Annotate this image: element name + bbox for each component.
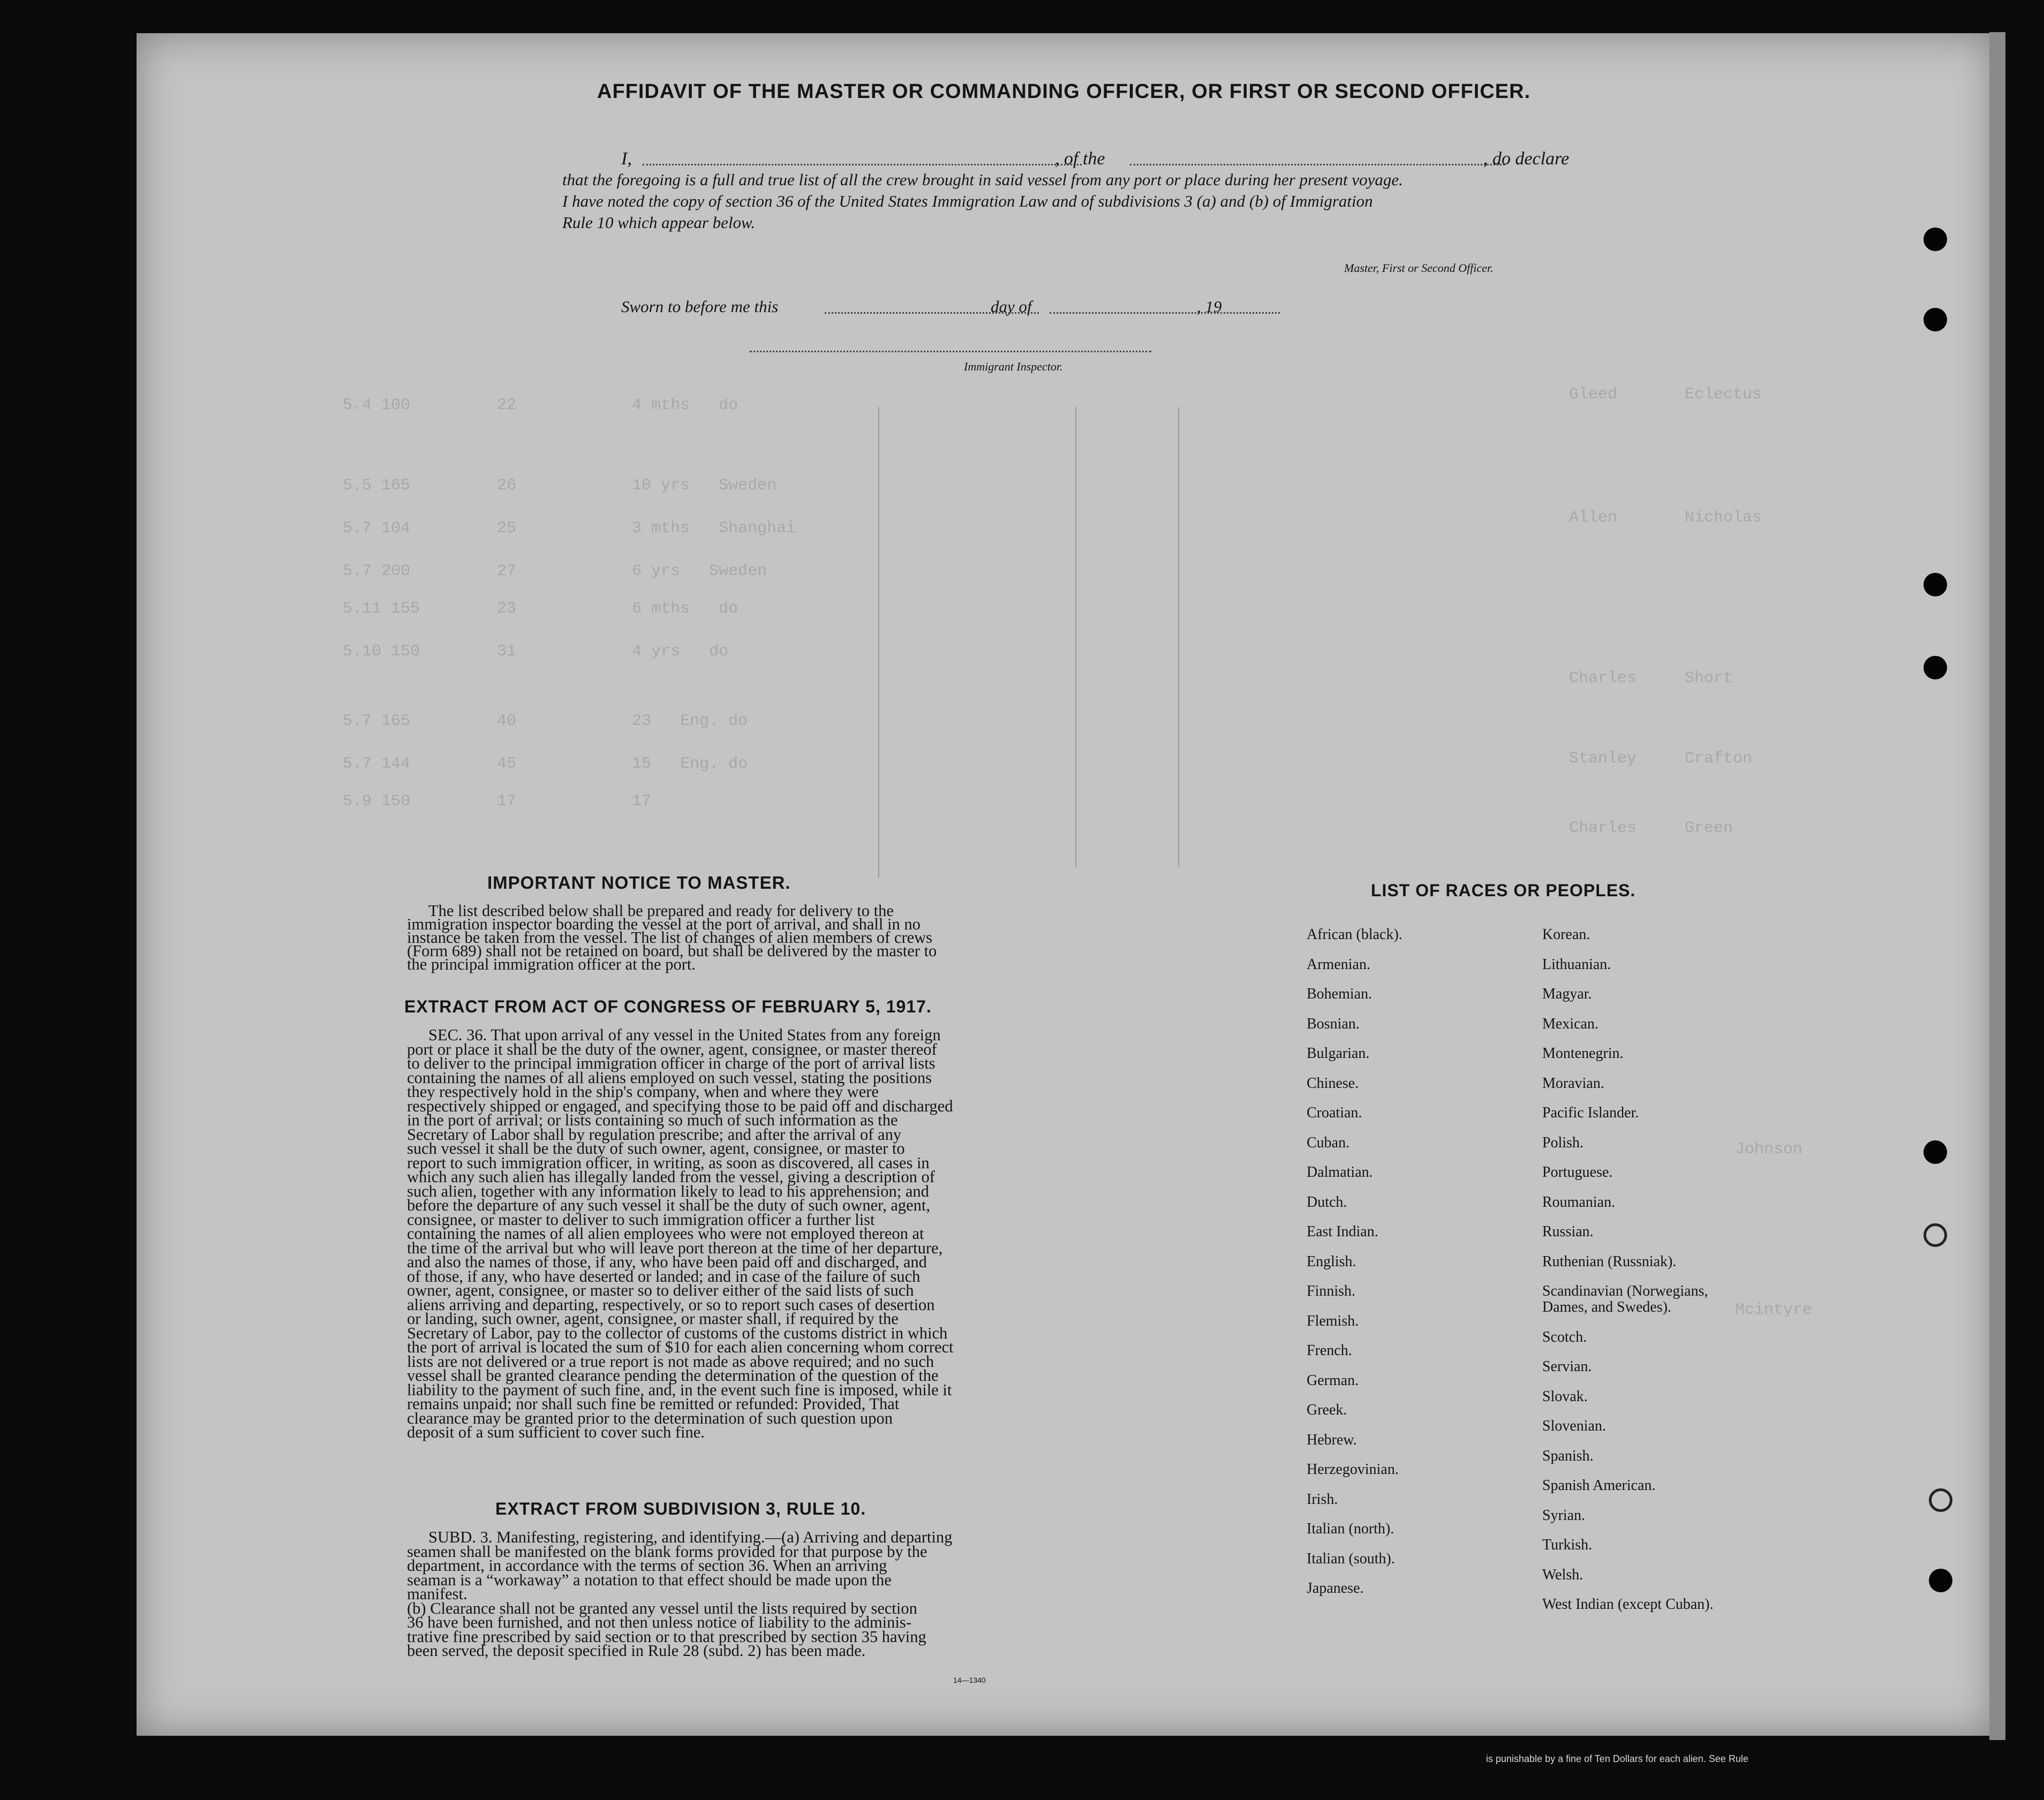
paragraph-line: liability to the payment of such fine, and, in the event such fine is imposed, while it bbox=[407, 1380, 952, 1399]
paragraph-line: clearance may be granted prior to the determination of such question upon bbox=[407, 1409, 893, 1427]
race-item: Bosnian. bbox=[1307, 1015, 1360, 1032]
paragraph-line: (b) Clearance shall not be granted any vessel until the lists required by section bbox=[407, 1599, 917, 1617]
affidavit-line2: that the foregoing is a full and true list of all the crew brought in said vessel from any port or place during her present voyage. bbox=[562, 170, 1403, 189]
race-item: Lithuanian. bbox=[1542, 956, 1611, 973]
race-item: Bohemian. bbox=[1307, 986, 1372, 1002]
sworn-text: Sworn to before me this bbox=[621, 297, 779, 316]
extract-rule-body bbox=[407, 1530, 1015, 1658]
race-item: Herzegovinian. bbox=[1307, 1461, 1399, 1478]
paragraph-line: consignee, or master to deliver to such immigration officer a further list bbox=[407, 1210, 875, 1229]
race-item: Armenian. bbox=[1307, 956, 1370, 973]
bleed-through-text: Mcintyre bbox=[1735, 1301, 1813, 1319]
paragraph-line: lists are not delivered or a true report is not made as above required; and no such bbox=[407, 1352, 934, 1371]
notice-body bbox=[407, 904, 1015, 971]
paragraph-line: Secretary of Labor, pay to the collector of customs of the customs district in which bbox=[407, 1323, 948, 1342]
extract-act-body bbox=[407, 1028, 1015, 1440]
paragraph-line: before the departure of any such vessel it shall be the duty of such owner, agent, bbox=[407, 1196, 930, 1214]
paragraph-line: respectively shipped or engaged, and specifying those to be paid off and discharged bbox=[407, 1096, 953, 1115]
paragraph-line: to deliver to the principal immigration officer in charge of the port of arrival lists bbox=[407, 1054, 936, 1072]
master-signature-label: Master, First or Second Officer. bbox=[1344, 261, 1494, 275]
paragraph-line: in the port of arrival; or lists containing so much of such information as the bbox=[407, 1111, 898, 1129]
paragraph-line: seamen shall be manifested on the blank forms provided for that purpose by the bbox=[407, 1542, 927, 1561]
paragraph-line: or landing, such owner, agent, consignee, or master shall, if required by the bbox=[407, 1310, 899, 1328]
notice-title: IMPORTANT NOTICE TO MASTER. bbox=[487, 873, 791, 893]
race-item: Cuban. bbox=[1307, 1134, 1350, 1151]
race-item: Russian. bbox=[1542, 1223, 1594, 1240]
bleed-through-text: 5.11 155 23 6 mths do bbox=[343, 600, 738, 618]
bleed-through-text: 5.4 100 22 4 mths do bbox=[343, 396, 738, 414]
affidavit-i: I, bbox=[621, 149, 632, 169]
race-item: Moravian. bbox=[1542, 1075, 1604, 1092]
race-item: West Indian (except Cuban). bbox=[1542, 1596, 1714, 1613]
bleed-through-text: 5.5 165 26 10 yrs Sweden bbox=[343, 477, 777, 495]
paragraph-line: of those, if any, who have deserted or landed; and in case of the failure of such bbox=[407, 1267, 921, 1285]
extract-act-title: EXTRACT FROM ACT OF CONGRESS OF FEBRUARY 5, 1917. bbox=[404, 997, 932, 1016]
sworn-line bbox=[621, 297, 1264, 319]
race-item: Italian (south). bbox=[1307, 1550, 1395, 1567]
races-title: LIST OF RACES OR PEOPLES. bbox=[1371, 881, 1636, 900]
form-number: 14—1340 bbox=[953, 1676, 986, 1684]
extract-rule-title: EXTRACT FROM SUBDIVISION 3, RULE 10. bbox=[495, 1499, 866, 1518]
race-item: Scandinavian (Norwegians, bbox=[1542, 1283, 1708, 1299]
paragraph-line: and also the names of those, if any, who have been paid off and discharged, and bbox=[407, 1253, 927, 1271]
paragraph-line: The list described below shall be prepared and ready for delivery to the bbox=[428, 902, 894, 920]
race-item: Flemish. bbox=[1307, 1312, 1359, 1329]
race-item: Roumanian. bbox=[1542, 1193, 1616, 1211]
race-item: Croatian. bbox=[1307, 1105, 1362, 1121]
binder-hole bbox=[1924, 228, 1947, 251]
paragraph-line: instance be taken from the vessel. The list of changes of alien members of crews bbox=[407, 928, 933, 947]
page-edge bbox=[1989, 32, 2005, 1740]
bleed-through-text: 5.9 150 17 17 bbox=[343, 792, 652, 811]
race-item: Slovenian. bbox=[1542, 1418, 1606, 1434]
bleed-through-text: 5.7 144 45 15 Eng. do bbox=[343, 755, 748, 773]
race-item: French. bbox=[1307, 1342, 1352, 1359]
bleed-through-text: Stanley Crafton bbox=[1569, 750, 1753, 768]
paragraph-line: the principal immigration officer at the port. bbox=[407, 955, 696, 973]
month-blank bbox=[1050, 312, 1280, 314]
race-item: Ruthenian (Russniak). bbox=[1542, 1253, 1677, 1270]
vessel-blank bbox=[1130, 164, 1505, 165]
paragraph-line: SEC. 36. That upon arrival of any vessel in the United States from any foreign bbox=[428, 1026, 941, 1044]
paragraph-line: such vessel it shall be the duty of such owner, agent, consignee, or master to bbox=[407, 1139, 905, 1158]
affidavit-of-the: , of the bbox=[1055, 149, 1105, 169]
race-item: Dames, and Swedes). bbox=[1542, 1299, 1672, 1315]
bleed-through-text: 5.7 200 27 6 yrs Sweden bbox=[343, 562, 767, 580]
inspector-signature-line bbox=[750, 351, 1151, 352]
year-text: , 19 bbox=[1197, 297, 1222, 316]
paragraph-line: the port of arrival is located the sum of $10 for each alien concerning whom correct bbox=[407, 1338, 954, 1356]
document-page bbox=[137, 33, 1995, 1736]
bleed-through-text: Charles Short bbox=[1569, 669, 1733, 687]
affidavit-line3: I have noted the copy of section 36 of the United States Immigration Law and of subdivisions 3 (a) and (b) of Immigration bbox=[562, 192, 1373, 210]
race-item: Magyar. bbox=[1542, 986, 1592, 1002]
paragraph-line: they respectively hold in the ship's company, when and where they were bbox=[407, 1083, 879, 1101]
race-item: Turkish. bbox=[1542, 1537, 1593, 1553]
race-item: Greek. bbox=[1307, 1402, 1347, 1418]
binder-hole bbox=[1924, 573, 1947, 596]
bleed-through-text: Johnson bbox=[1735, 1140, 1803, 1159]
paragraph-line: which any such alien has illegally landed from the vessel, giving a description of bbox=[407, 1168, 935, 1186]
race-item: African (black). bbox=[1307, 926, 1402, 943]
affidavit-line1 bbox=[562, 149, 1580, 170]
race-item: Portuguese. bbox=[1542, 1164, 1613, 1181]
paragraph-line: manifest. bbox=[407, 1585, 467, 1603]
race-item: Spanish American. bbox=[1542, 1477, 1656, 1494]
binder-hole bbox=[1929, 1569, 1952, 1592]
paragraph-line: containing the names of all alien employees who were not employed thereon at bbox=[407, 1224, 924, 1243]
paragraph-line: Secretary of Labor shall by regulation prescribe; and after the arrival of any bbox=[407, 1125, 902, 1144]
race-item: Spanish. bbox=[1542, 1447, 1594, 1464]
race-item: Syrian. bbox=[1542, 1507, 1586, 1524]
paragraph-line: owner, agent, consignee, or master so to deliver either of the said lists of such bbox=[407, 1281, 914, 1299]
paragraph-line: (Form 689) shall not be retained on board, but shall be delivered by the master to bbox=[407, 942, 937, 960]
binder-hole bbox=[1924, 1223, 1947, 1247]
race-item: English. bbox=[1307, 1253, 1356, 1270]
race-item: German. bbox=[1307, 1372, 1359, 1389]
race-item: Montenegrin. bbox=[1542, 1045, 1624, 1062]
affidavit-title: AFFIDAVIT OF THE MASTER OR COMMANDING OFFICER, OR FIRST OR SECOND OFFICER. bbox=[597, 80, 1531, 103]
paragraph-line: report to such immigration officer, in writing, as soon as discovered, all cases in bbox=[407, 1153, 930, 1172]
race-item: Chinese. bbox=[1307, 1075, 1359, 1092]
paragraph-line: SUBD. 3. Manifesting, registering, and identifying.—(a) Arriving and departing bbox=[428, 1528, 953, 1546]
bleed-through-text: Gleed Eclectus bbox=[1569, 385, 1762, 404]
column-rule bbox=[878, 407, 879, 878]
race-item: Finnish. bbox=[1307, 1283, 1356, 1299]
affidavit-line4: Rule 10 which appear below. bbox=[562, 213, 756, 232]
bleed-through-text: 5.7 104 25 3 mths Shanghai bbox=[343, 519, 796, 538]
inspector-label: Immigrant Inspector. bbox=[964, 360, 1063, 373]
race-item: Hebrew. bbox=[1307, 1431, 1357, 1448]
race-item: Dalmatian. bbox=[1307, 1164, 1373, 1181]
paragraph-line: deposit of a sum sufficient to cover such fine. bbox=[407, 1423, 705, 1441]
binder-hole bbox=[1924, 656, 1947, 679]
race-item: Bulgarian. bbox=[1307, 1045, 1370, 1062]
race-item: Polish. bbox=[1542, 1134, 1584, 1151]
paragraph-line: trative fine prescribed by said section or to that prescribed by section 35 having bbox=[407, 1627, 926, 1646]
paragraph-line: containing the names of all aliens employed on such vessel, stating the positions bbox=[407, 1068, 932, 1087]
paragraph-line: immigration inspector boarding the vessel at the port of arrival, and shall in no bbox=[407, 915, 921, 933]
column-rule bbox=[1178, 407, 1179, 867]
binder-hole bbox=[1924, 1140, 1947, 1164]
race-item: East Indian. bbox=[1307, 1223, 1378, 1240]
paragraph-line: 36 have been furnished, and not then unless notice of liability to the adminis- bbox=[407, 1613, 911, 1631]
paragraph-line: aliens arriving and departing, respectively, or so to report such cases of desertion bbox=[407, 1295, 935, 1314]
paragraph-line: vessel shall be granted clearance pending the determination of the question of the bbox=[407, 1366, 939, 1385]
paragraph-line: been served, the deposit specified in Rule 28 (subd. 2) has been made. bbox=[407, 1642, 866, 1660]
paragraph-line: port or place it shall be the duty of the owner, agent, consignee, or master thereof bbox=[407, 1040, 937, 1058]
bleed-through-text: 5.10 150 31 4 yrs do bbox=[343, 642, 729, 661]
race-item: Korean. bbox=[1542, 926, 1590, 943]
paragraph-line: such alien, together with any information likely to lead to his apprehension; and bbox=[407, 1182, 929, 1200]
race-item: Welsh. bbox=[1542, 1566, 1583, 1583]
race-item: Mexican. bbox=[1542, 1015, 1598, 1032]
bleed-through-text: Charles Green bbox=[1569, 819, 1733, 837]
race-item: Servian. bbox=[1542, 1358, 1592, 1375]
paragraph-line: seaman is a “workaway” a notation to that effect should be made upon the bbox=[407, 1570, 892, 1589]
race-item: Scotch. bbox=[1542, 1328, 1587, 1345]
bleed-through-text: Allen Nicholas bbox=[1569, 509, 1762, 527]
race-item: Japanese. bbox=[1307, 1580, 1364, 1597]
race-item: Irish. bbox=[1307, 1491, 1338, 1508]
binder-hole bbox=[1929, 1488, 1952, 1512]
footer-bleed-text: is punishable by a fine of Ten Dollars for each alien. See Rule bbox=[1486, 1753, 1748, 1764]
column-rule bbox=[1075, 407, 1076, 867]
day-of-text: day of bbox=[991, 297, 1032, 316]
race-item: Italian (north). bbox=[1307, 1521, 1394, 1537]
race-item: Slovak. bbox=[1542, 1388, 1588, 1405]
race-item: Dutch. bbox=[1307, 1193, 1347, 1211]
paragraph-line: the time of the arrival but who will leave port thereon at the time of her departure, bbox=[407, 1238, 943, 1257]
paragraph-line: department, in accordance with the terms of section 36. When an arriving bbox=[407, 1556, 887, 1575]
bleed-through-text: 5.7 165 40 23 Eng. do bbox=[343, 712, 748, 730]
race-item: Pacific Islander. bbox=[1542, 1105, 1639, 1121]
binder-hole bbox=[1924, 308, 1947, 331]
name-blank bbox=[643, 164, 1082, 165]
affidavit-declare: , do declare bbox=[1483, 149, 1570, 169]
paragraph-line: remains unpaid; nor shall such fine be remitted or refunded: Provided, That bbox=[407, 1395, 900, 1413]
